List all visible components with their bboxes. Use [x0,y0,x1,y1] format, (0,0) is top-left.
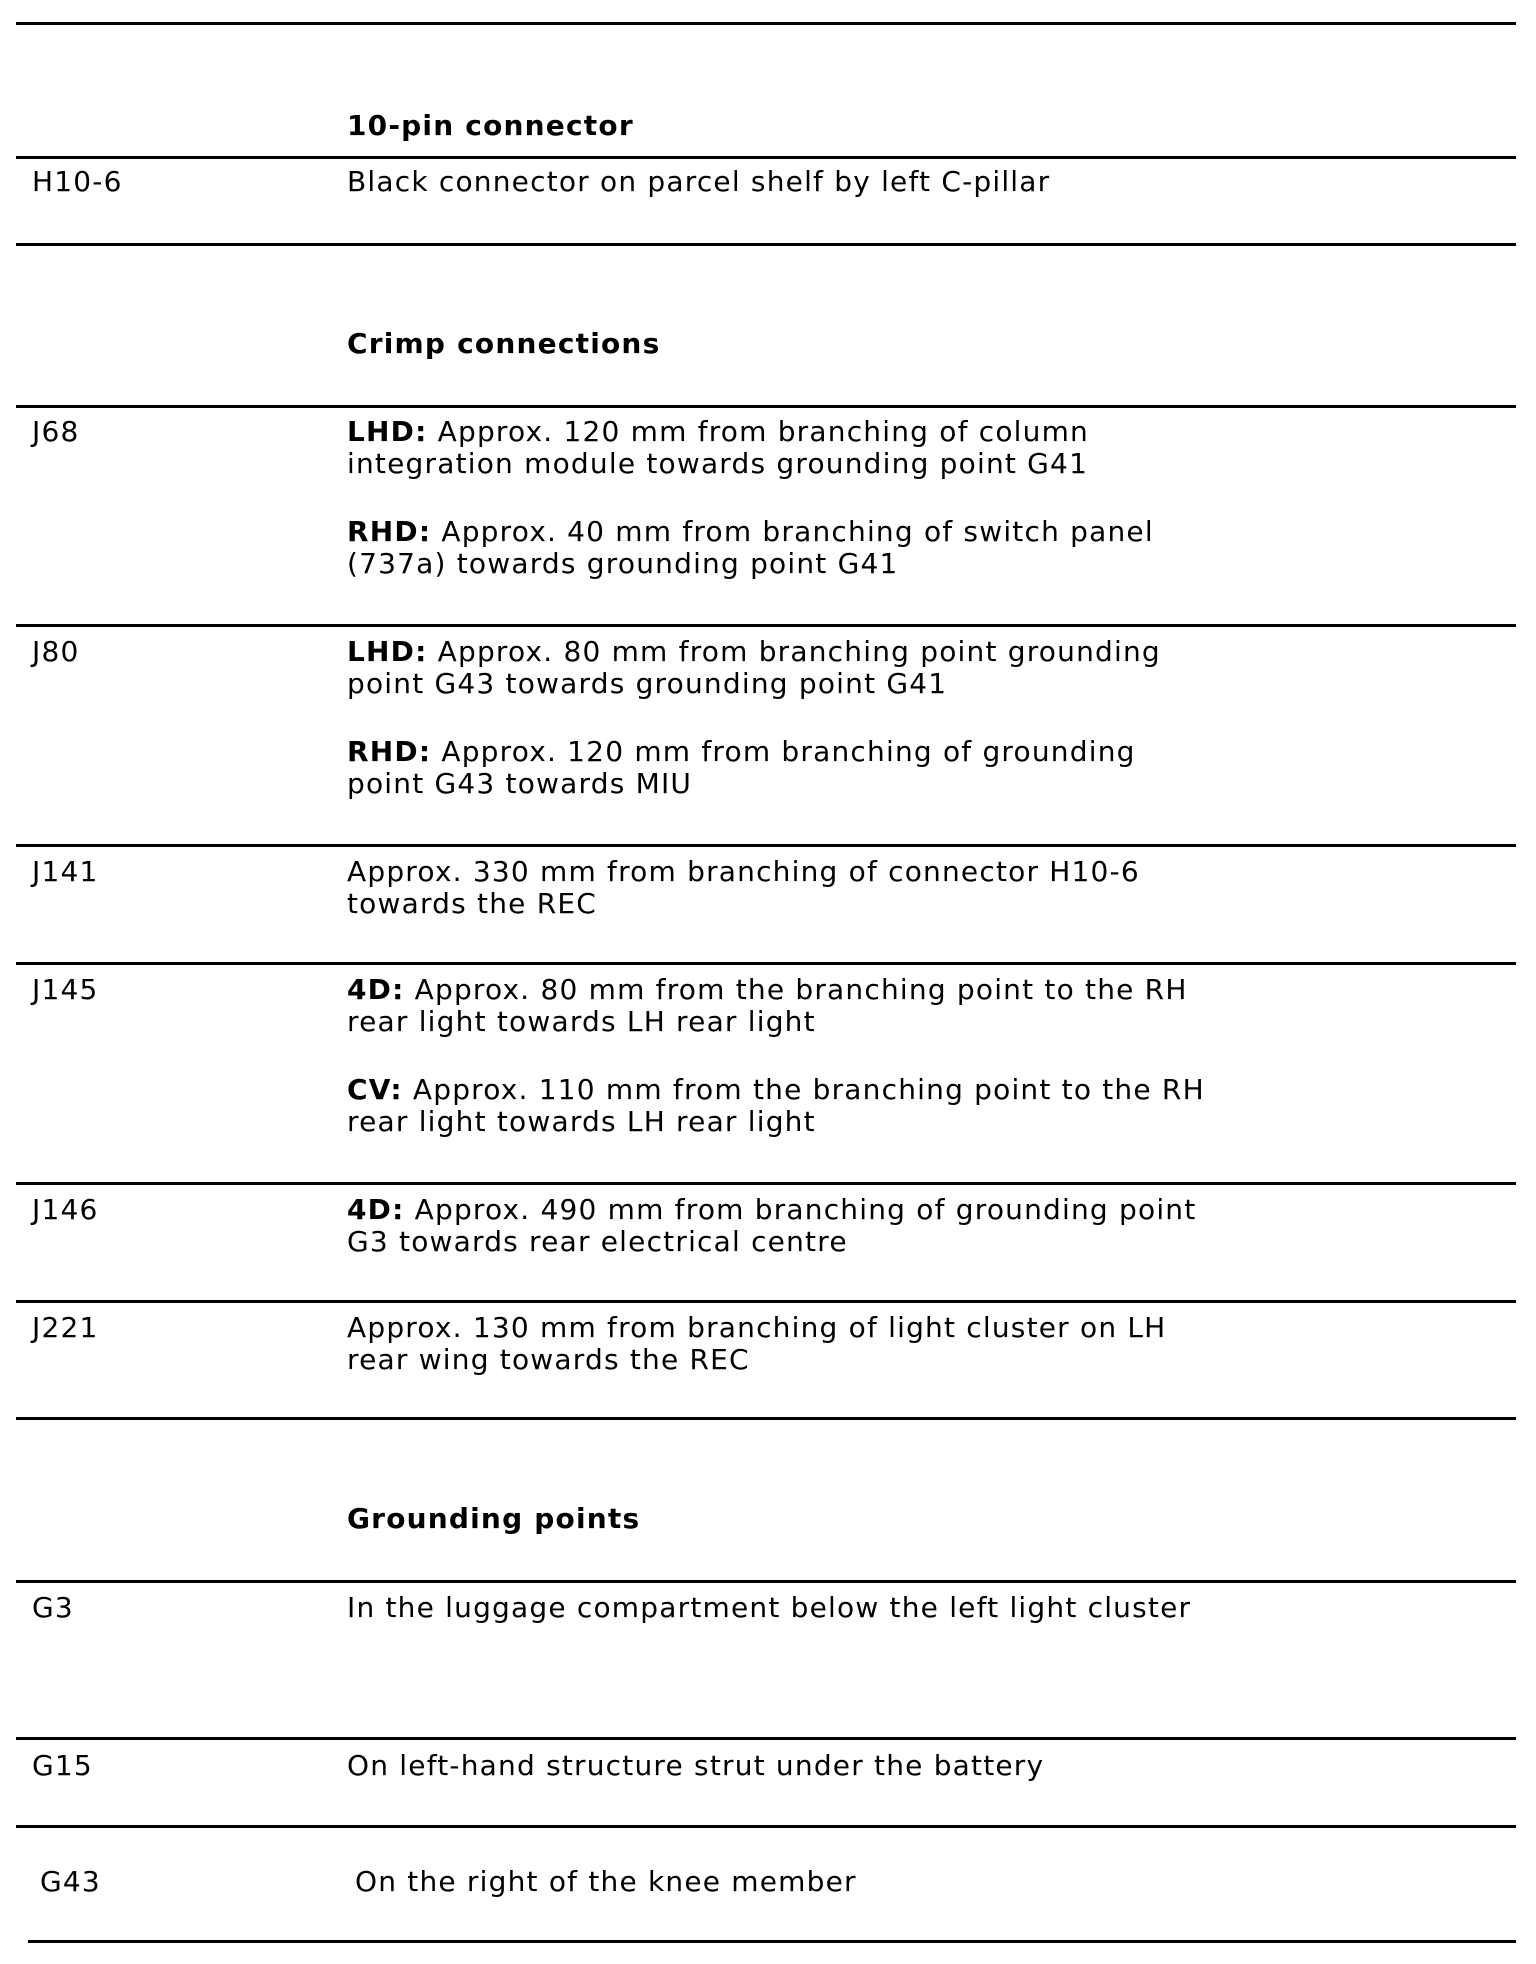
desc-line: G3 towards rear electrical centre [347,1225,848,1258]
rule-under-grounding-heading [16,1580,1516,1583]
rule-after-j221 [16,1417,1516,1420]
section-heading-10-pin-connector: 10-pin connector [347,109,634,142]
code-g43: G43 [40,1865,101,1898]
desc-paragraph [347,166,1050,198]
desc-line: Approx. 80 mm from the branching point to the RH [404,973,1188,1006]
code-g3: G3 [32,1591,74,1624]
desc-lead-label: RHD: [347,515,432,548]
rule-after-j146 [16,1300,1516,1303]
desc-paragraph [355,1866,857,1898]
desc-line: Approx. 120 mm from branching of column [427,415,1089,448]
desc-line: Approx. 330 mm from branching of connector H10-6 [347,855,1140,888]
desc-line: point G43 towards grounding point G41 [347,667,948,700]
desc-g43 [355,1866,857,1898]
rule-after-j141 [16,962,1516,965]
desc-line: On the right of the knee member [355,1865,857,1898]
desc-paragraph [347,1592,1191,1624]
rule-under-10pin-heading [16,156,1516,159]
section-heading-crimp-connections: Crimp connections [347,327,661,360]
desc-line: rear light towards LH rear light [347,1105,816,1138]
desc-paragraph-cv [347,1074,1205,1138]
desc-paragraph [347,1312,1166,1376]
desc-paragraph-rhd [347,516,1154,580]
rule-after-j145 [16,1182,1516,1185]
desc-line: integration module towards grounding point G41 [347,447,1089,480]
desc-line: Approx. 130 mm from branching of light cluster on LH [347,1311,1167,1344]
desc-line: towards the REC [347,887,597,920]
rule-after-j68 [16,624,1516,627]
desc-lead-label: CV: [347,1073,403,1106]
code-j145: J145 [32,973,99,1006]
desc-line: Approx. 40 mm from branching of switch panel [431,515,1154,548]
desc-line: On left-hand structure strut under the battery [347,1749,1045,1782]
desc-paragraph-4d [347,974,1205,1038]
desc-lead-label: LHD: [347,635,428,668]
desc-lead-label: 4D: [347,1193,405,1226]
code-h10-6: H10-6 [32,165,123,198]
rule-top [16,22,1516,25]
code-j68: J68 [32,415,80,448]
code-j221: J221 [32,1311,99,1344]
desc-j146 [347,1194,1196,1258]
desc-paragraph [347,1750,1044,1782]
code-j141: J141 [32,855,99,888]
desc-paragraph-rhd [347,736,1161,800]
desc-line: In the luggage compartment below the left light cluster [347,1591,1192,1624]
code-j146: J146 [32,1193,99,1226]
rule-after-j80 [16,844,1516,847]
desc-paragraph [347,856,1140,920]
section-heading-grounding-points: Grounding points [347,1502,641,1535]
desc-line: rear wing towards the REC [347,1343,750,1376]
desc-lead-label: LHD: [347,415,428,448]
desc-line: Approx. 120 mm from branching of grounding [431,735,1136,768]
desc-j221 [347,1312,1166,1376]
rule-under-crimp-heading [16,405,1516,408]
desc-g3 [347,1592,1191,1624]
desc-j141 [347,856,1140,920]
desc-paragraph-lhd [347,636,1161,700]
desc-h10-6 [347,166,1050,198]
desc-lead-label: RHD: [347,735,432,768]
code-j80: J80 [32,635,80,668]
rule-after-g3 [16,1737,1516,1740]
code-g15: G15 [32,1749,93,1782]
desc-j68 [347,416,1154,580]
desc-line: Approx. 80 mm from branching point grounding [427,635,1161,668]
desc-line: Approx. 490 mm from branching of grounding point [404,1193,1197,1226]
rule-bottom [28,1940,1516,1943]
desc-line: Black connector on parcel shelf by left C-pillar [347,165,1051,198]
desc-line: rear light towards LH rear light [347,1005,816,1038]
desc-line: (737a) towards grounding point G41 [347,547,899,580]
desc-paragraph-4d [347,1194,1196,1258]
rule-after-h10-6 [16,243,1516,246]
desc-g15 [347,1750,1044,1782]
desc-j145 [347,974,1205,1138]
desc-line: Approx. 110 mm from the branching point to the RH [402,1073,1205,1106]
desc-line: point G43 towards MIU [347,767,693,800]
rule-after-g15 [16,1825,1516,1828]
desc-j80 [347,636,1161,800]
desc-paragraph-lhd [347,416,1154,480]
desc-lead-label: 4D: [347,973,405,1006]
